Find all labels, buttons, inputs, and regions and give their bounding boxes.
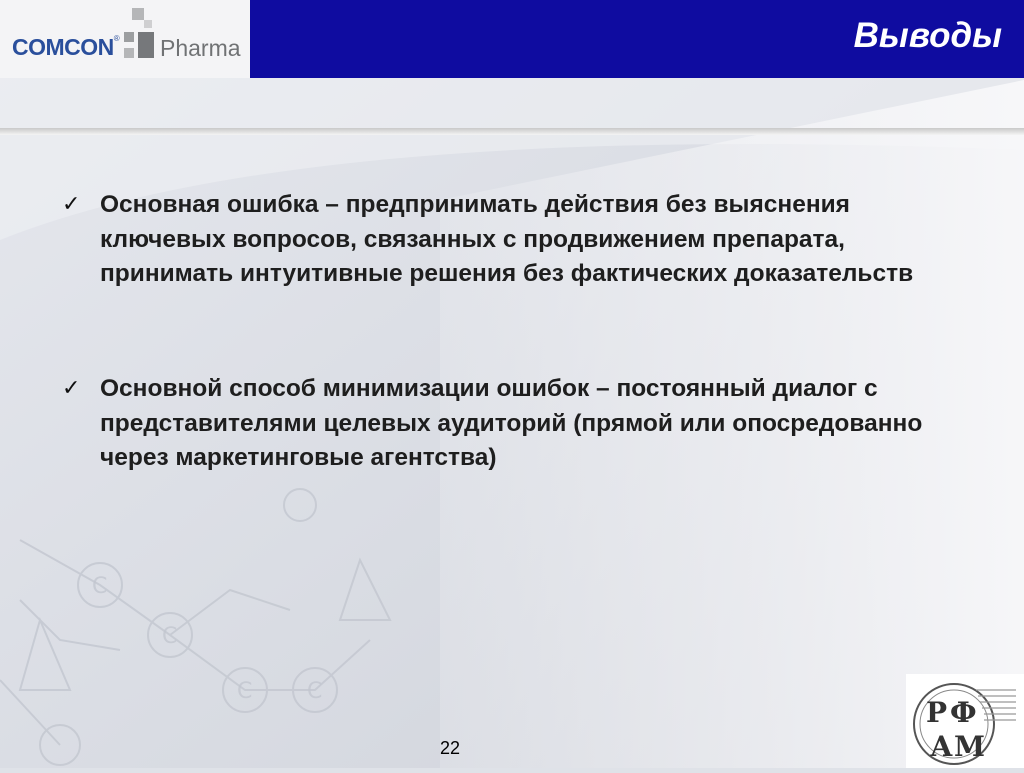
bullet-item [62, 372, 962, 476]
checkmark-icon: ✓ [62, 376, 81, 401]
checkmark-icon: ✓ [62, 192, 81, 217]
svg-text:C: C [162, 624, 178, 649]
badge-letter: М [954, 730, 985, 763]
badge-letter: А [930, 730, 953, 763]
svg-text:C: C [92, 574, 108, 599]
rfam-logo [906, 674, 1024, 768]
title-bar [250, 0, 1024, 78]
bullet-text: Основная ошибка – предпринимать действия без выяснения ключевых вопросов, связанных с продвижением препарата, принимать интуитивные решения без фактических доказательств [100, 191, 914, 287]
header-divider [0, 128, 1024, 135]
bullet-item [62, 188, 962, 292]
logo-squares-icon [122, 8, 158, 64]
bullet-text: Основной способ минимизации ошибок – постоянный диалог с представителями целевых аудиторий (прямой или опосредованно через маркетинговые агентства) [100, 375, 923, 471]
pharma-logo-text: Pharma [160, 35, 241, 61]
badge-letter: Ф [950, 696, 977, 729]
slide-title: Выводы [853, 16, 1002, 55]
comcon-logo: COMCON® [12, 34, 120, 60]
svg-text:C: C [237, 679, 253, 704]
page-number: 22 [440, 738, 461, 758]
badge-letter: Р [926, 696, 948, 729]
svg-text:C: C [307, 679, 323, 704]
logo-area [0, 0, 250, 78]
rfam-seal-icon [906, 674, 1024, 768]
